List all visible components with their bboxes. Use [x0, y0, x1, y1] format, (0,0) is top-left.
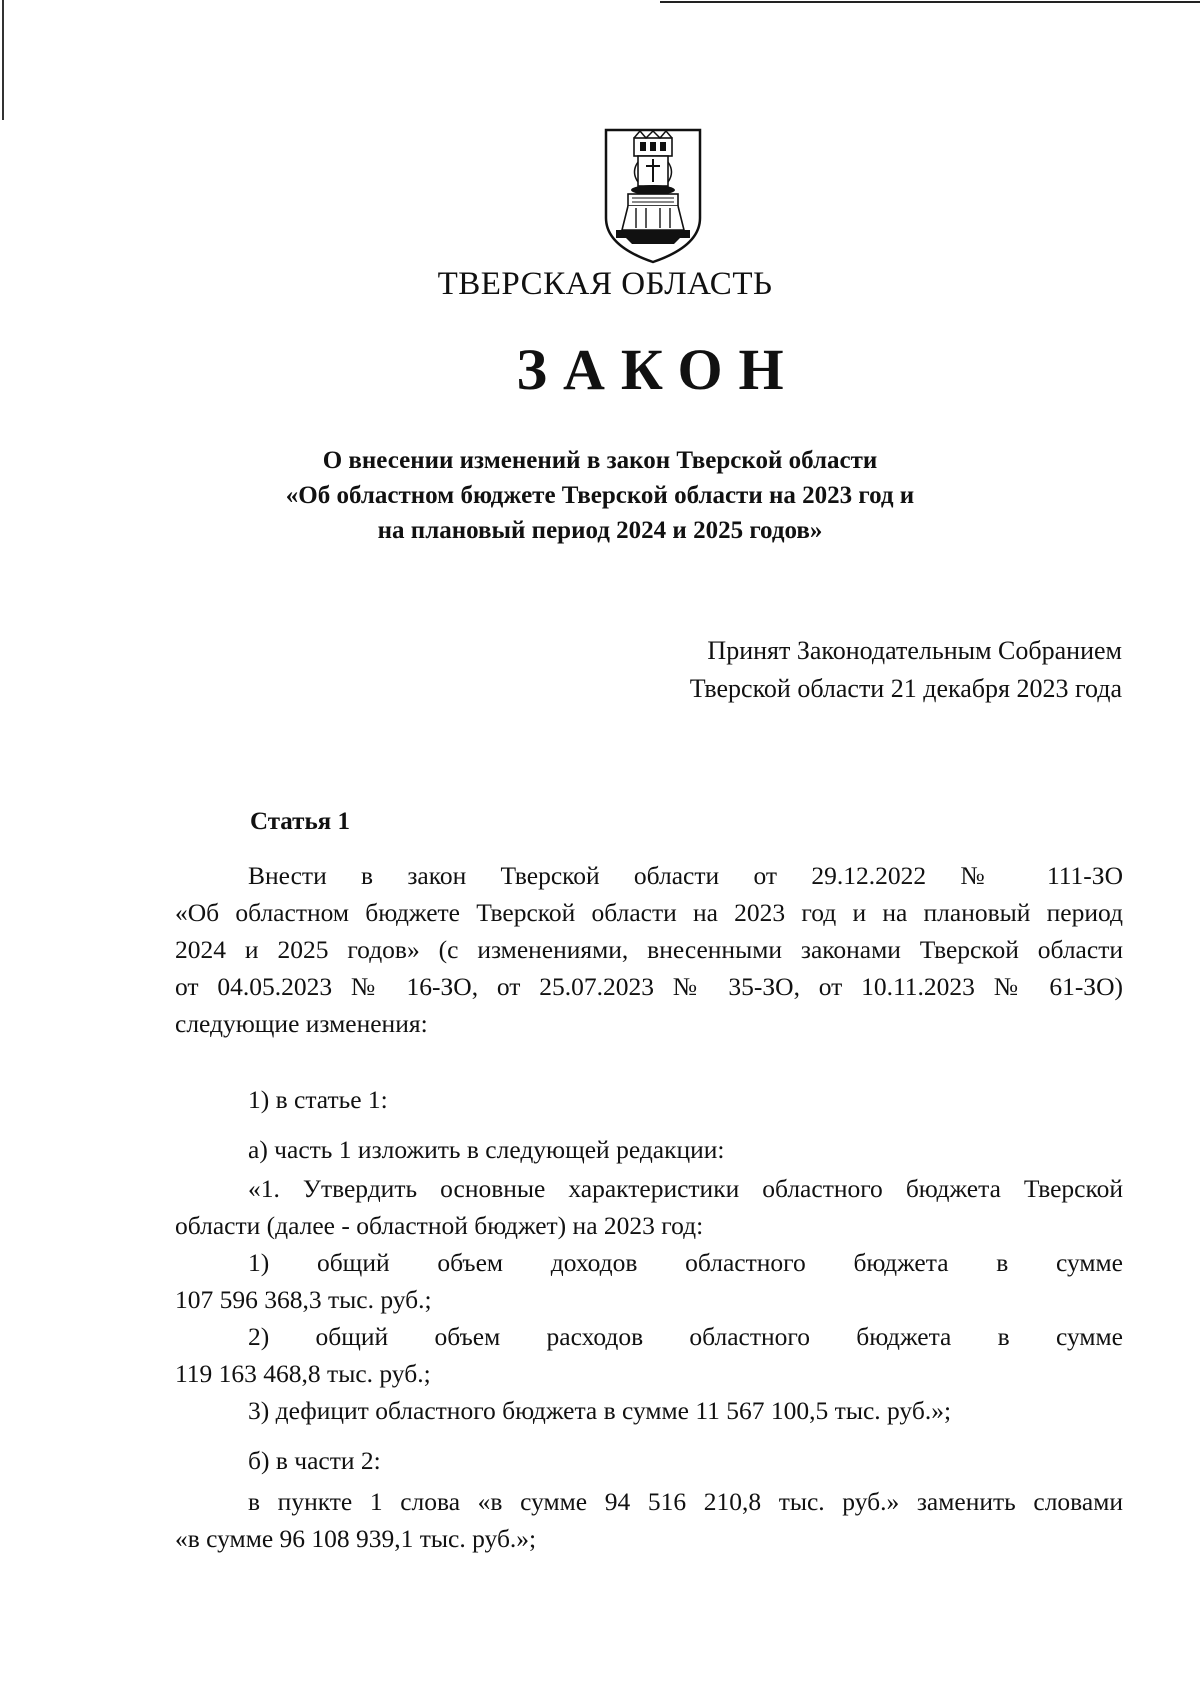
title-line: О внесении изменений в закон Тверской области	[322, 447, 878, 474]
title-line: «Об областном бюджете Тверской области на 2023 год и	[285, 482, 915, 509]
paragraph-line: области (далее - областной бюджет) на 2023 год:	[175, 1211, 704, 1240]
paragraph-line: 119 163 468,8 тыс. руб.;	[175, 1359, 431, 1388]
paragraph-line: 3) дефицит областного бюджета в сумме 11 567 100,5 тыс. руб.»;	[248, 1396, 952, 1425]
paragraph-line: от 04.05.2023 № 16-ЗО, от 25.07.2023 № 35-ЗО, от 10.11.2023 № 61-ЗО)	[175, 972, 1123, 1001]
article-heading: Статья 1	[250, 808, 350, 835]
item-b-text	[175, 1483, 1123, 1557]
item-1	[175, 1081, 1123, 1118]
paragraph-line: а) часть 1 изложить в следующей редакции:	[248, 1135, 725, 1164]
paragraph-line: 2) общий объем расходов областного бюджета в сумме	[248, 1322, 1123, 1351]
paragraph-line: «в сумме 96 108 939,1 тыс. руб.»;	[175, 1524, 537, 1553]
scan-edge-line-left	[2, 0, 4, 120]
paragraph-line: «1. Утвердить основные характеристики областного бюджета Тверской	[248, 1174, 1123, 1203]
paragraph-line: «Об областном бюджете Тверской области на 2023 год и на плановый период	[175, 898, 1123, 927]
paragraph-line: 1) общий объем доходов областного бюджета в сумме	[248, 1248, 1123, 1277]
law-subject-title	[0, 443, 1200, 548]
title-line: на плановый период 2024 и 2025 годов»	[377, 517, 823, 544]
adoption-note	[602, 632, 1122, 708]
scan-edge-line-top	[660, 1, 1200, 3]
paragraph-line: б) в части 2:	[248, 1446, 381, 1475]
region-name: ТВЕРСКАЯ ОБЛАСТЬ	[437, 266, 773, 302]
item-b	[175, 1442, 1123, 1479]
paragraph-line: 2024 и 2025 годов» (с изменениями, внесенными законами Тверской области	[175, 935, 1123, 964]
item-a	[175, 1131, 1123, 1168]
paragraph-line: 1) в статье 1:	[248, 1085, 388, 1114]
subitem-revenue	[175, 1244, 1123, 1318]
adoption-line: Тверской области 21 декабря 2023 года	[689, 674, 1122, 703]
paragraph-line: Внести в закон Тверской области от 29.12.2022 № 111-ЗО	[248, 861, 1123, 890]
paragraph-line: следующие изменения:	[175, 1009, 428, 1038]
article-intro-paragraph	[175, 857, 1123, 1042]
tver-coat-of-arms-icon	[598, 126, 708, 266]
document-type-title: ЗАКОН	[516, 337, 800, 402]
paragraph-line: 107 596 368,3 тыс. руб.;	[175, 1285, 432, 1314]
paragraph-line: в пункте 1 слова «в сумме 94 516 210,8 тыс. руб.» заменить словами	[248, 1487, 1123, 1516]
subitem-expenses	[175, 1318, 1123, 1392]
quoted-part-1	[175, 1170, 1123, 1244]
adoption-line: Принят Законодательным Собранием	[707, 636, 1122, 665]
subitem-deficit	[175, 1392, 1123, 1429]
